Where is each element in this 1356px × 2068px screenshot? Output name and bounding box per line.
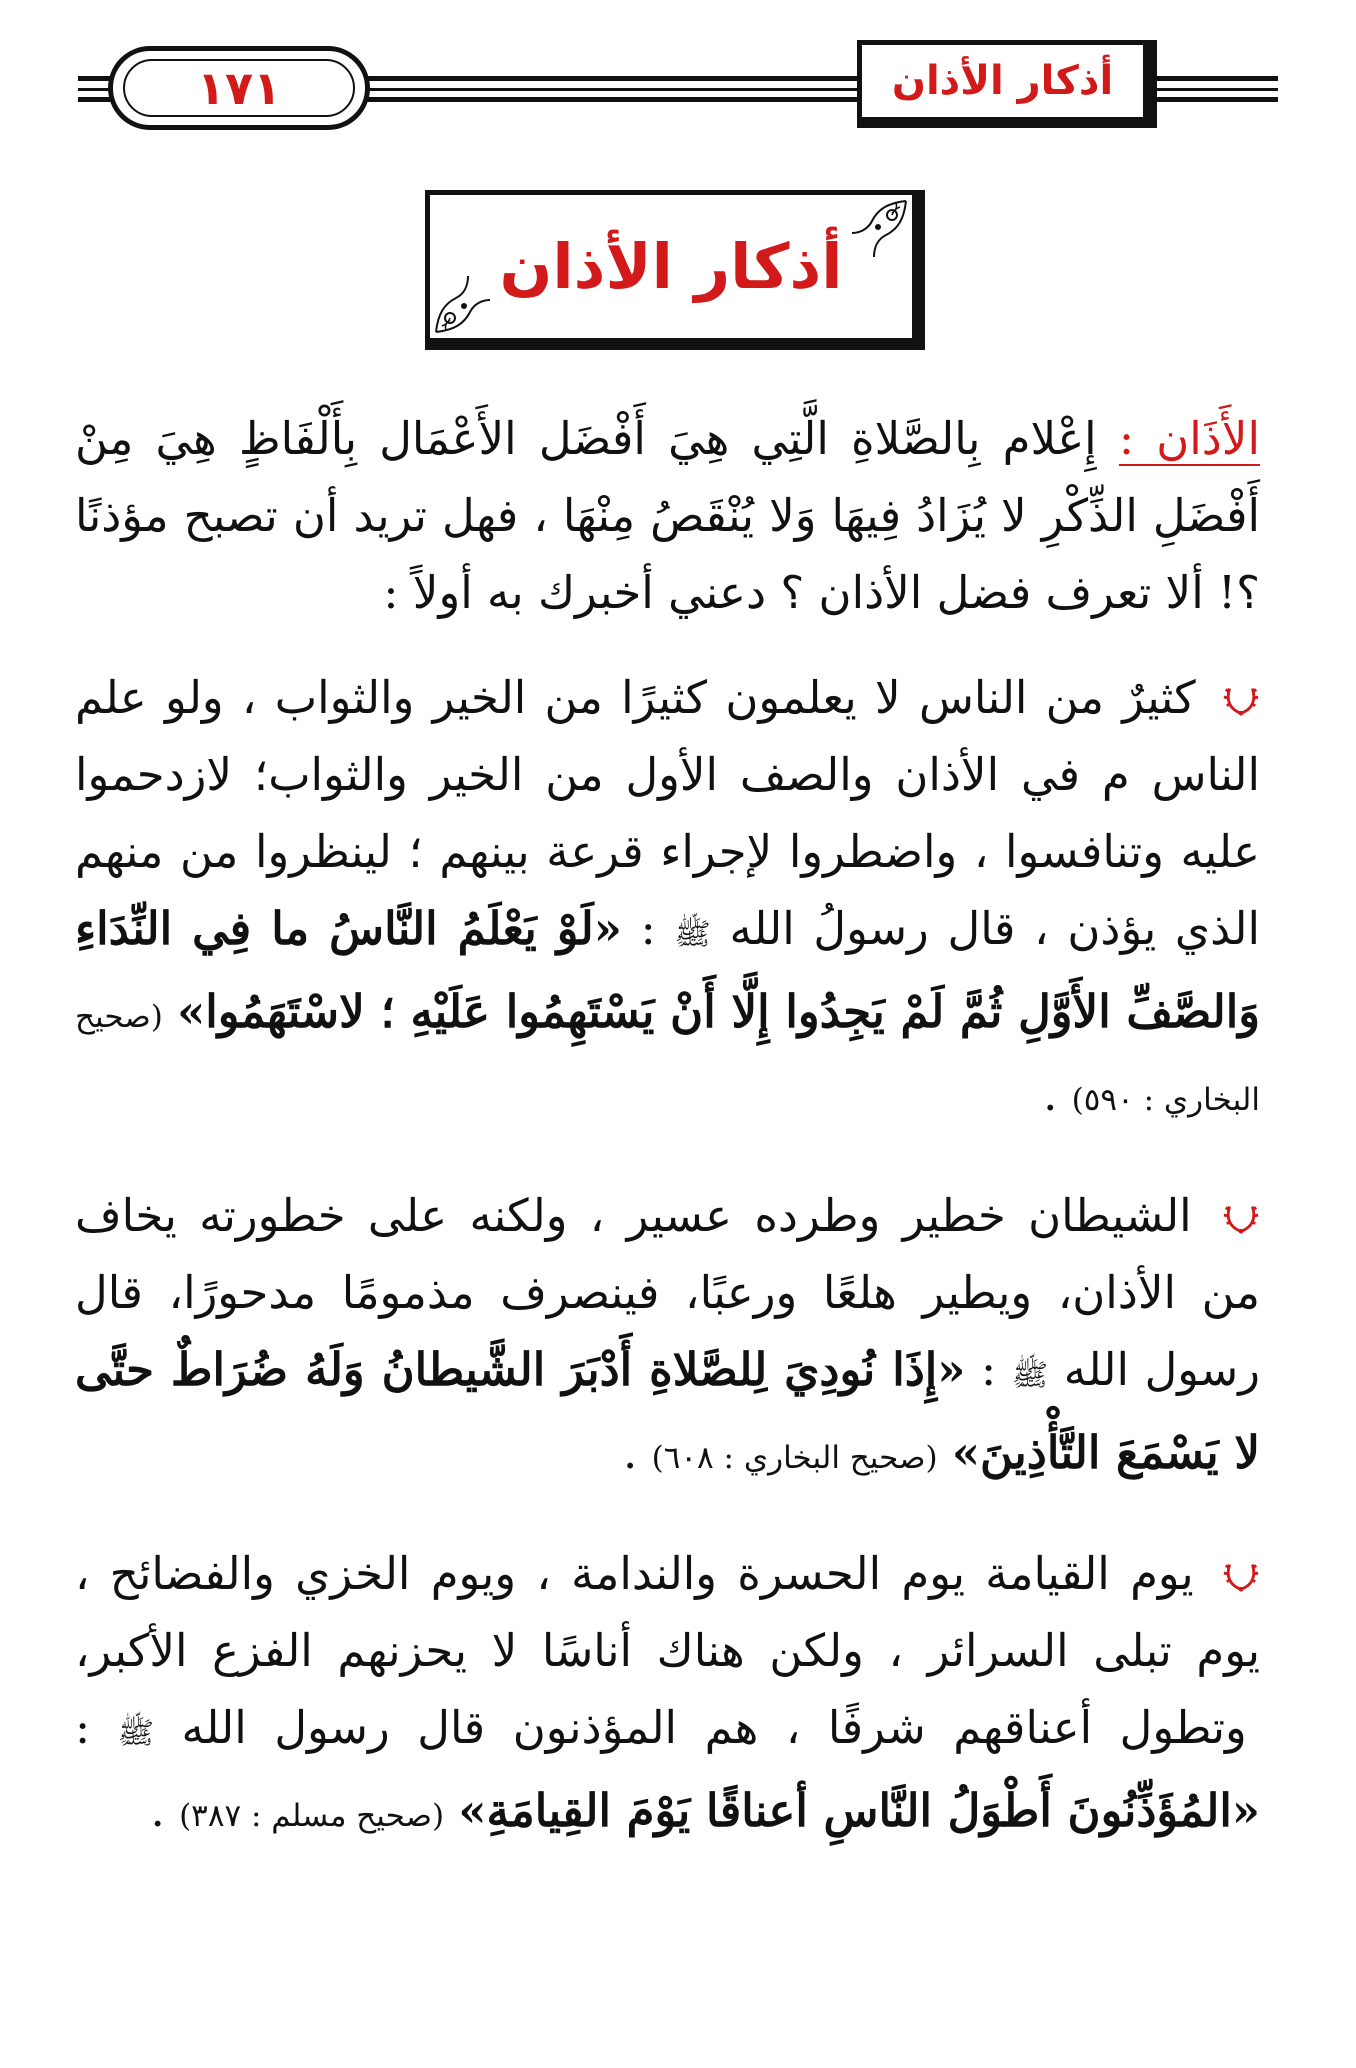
paragraph-2: الشيطان خطير وطرده عسير ، ولكنه على خطورته يخاف من الأذان، ويطير هلعًا ورعبًا، فينصرف مذمومًا مدحورًا، قال رسول الله ﷺ : «إِذَا نُودِيَ لِلصَّلاةِ أَدْبَرَ الشَّيطانُ وَلَهُ ضُرَاطٌ حتَّى لا يَسْمَعَ التَّأْذِينَ» (صحيح البخاري : ٦٠٨) . bbox=[75, 1189, 1260, 1479]
paragraph-1: كثيرٌ من الناس لا يعلمون كثيرًا من الخير والثواب ، ولو علم الناس م في الأذان والصف الأول من الخير والثواب؛ لازدحموا عليه وتنافسوا ، واضطروا لإجراء قرعة بينهم ؛ لينظروا من منهم الذي يؤذن ، قال رسولُ الله ﷺ : «لَوْ يَعْلَمُ النَّاسُ ما فِي النِّدَاءِ وَالصَّفِّ الأَوَّلِ ثُمَّ لَمْ يَجِدُوا إِلَّا أَنْ يَسْتَهِمُوا عَلَيْهِ ؛ لاسْتَهَمُوا» (صحيح البخاري : ٥٩٠) . bbox=[75, 671, 1260, 1121]
salutation-glyph: ﷺ bbox=[1011, 1358, 1049, 1393]
page-number: ١٧١ bbox=[196, 61, 282, 115]
hadith-reference: (صحيح مسلم : ٣٨٧) bbox=[179, 1798, 445, 1834]
hadith-quote: «إِذَا نُودِيَ لِلصَّلاةِ أَدْبَرَ الشَّيطانُ وَلَهُ ضُرَاطٌ حتَّى لا يَسْمَعَ التَّأْذِينَ» bbox=[75, 1343, 1260, 1479]
section-title: أذكار الأذان bbox=[499, 230, 843, 303]
hadith-reference: (صحيح البخاري : ٥٩٠) bbox=[75, 999, 1260, 1118]
paragraph-text: كثيرٌ من الناس لا يعلمون كثيرًا من الخير والثواب ، ولو علم الناس م في الأذان والصف الأول من الخير والثواب؛ لازدحموا عليه وتنافسوا ، واضطروا لإجراء قرعة بينهم ؛ لينظروا من منهم الذي يؤذن ، قال رسولُ الله bbox=[75, 671, 1260, 955]
chapter-title-box bbox=[857, 40, 1157, 128]
paragraph-3: يوم القيامة يوم الحسرة والندامة ، ويوم الخزي والفضائح ، يوم تبلى السرائر ، ولكن هناك أناسًا لا يحزنهم الفزع الأكبر، وتطول أعناقهم شرفًا ، هم المؤذنون قال رسول الله ﷺ : «المُؤَذِّنُونَ أَطْوَلُ النَّاسِ أعناقًا يَوْمَ القِيامَةِ» (صحيح مسلم : ٣٨٧) . bbox=[75, 1547, 1260, 1837]
page-body bbox=[75, 400, 1260, 1855]
hadith-reference: (صحيح البخاري : ٦٠٨) bbox=[651, 1440, 938, 1476]
salutation-glyph: ﷺ bbox=[674, 917, 711, 952]
corner-ornament-icon bbox=[434, 274, 494, 334]
wreath-bullet-icon bbox=[1222, 1197, 1260, 1235]
corner-ornament-icon bbox=[848, 199, 908, 259]
intro-label: الأَذَان : bbox=[1118, 412, 1260, 465]
section-title-box bbox=[425, 190, 925, 350]
hadith-quote: «المُؤَذِّنُونَ أَطْوَلُ النَّاسِ أعناقًا يَوْمَ القِيامَةِ» bbox=[458, 1784, 1260, 1837]
page-header bbox=[78, 40, 1278, 132]
salutation-glyph: ﷺ bbox=[117, 1716, 154, 1751]
page-number-badge bbox=[108, 46, 370, 130]
wreath-bullet-icon bbox=[1222, 1555, 1260, 1593]
intro-text: إِعْلام بِالصَّلاةِ الَّتِي هِيَ أَفْضَل الأَعْمَال بِأَلْفَاظٍ هِيَ مِنْ أَفْضَلِ الذِّكْرِ لا يُزَادُ فِيهَا وَلا يُنْقَصُ مِنْهَا ، فهل تريد أن تصبح مؤذنًا ؟! ألا تعرف فضل الأذان ؟ دعني أخبرك به أولاً : bbox=[75, 412, 1260, 619]
intro-paragraph bbox=[75, 400, 1260, 631]
paragraph-text: الشيطان خطير وطرده عسير ، ولكنه على خطورته يخاف من الأذان، ويطير هلعًا ورعبًا، فينصرف مذمومًا مدحورًا، قال رسول الله bbox=[75, 1189, 1260, 1396]
paragraph-text: يوم القيامة يوم الحسرة والندامة ، ويوم الخزي والفضائح ، يوم تبلى السرائر ، ولكن هناك أناسًا لا يحزنهم الفزع الأكبر، وتطول أعناقهم شرفًا ، هم المؤذنون قال رسول الله bbox=[75, 1547, 1260, 1754]
chapter-title: أذكار الأذان bbox=[891, 58, 1114, 104]
hadith-quote: «لَوْ يَعْلَمُ النَّاسُ ما فِي النِّدَاءِ وَالصَّفِّ الأَوَّلِ ثُمَّ لَمْ يَجِدُوا إِلَّا أَنْ يَسْتَهِمُوا عَلَيْهِ ؛ لاسْتَهَمُوا» bbox=[75, 902, 1260, 1038]
wreath-bullet-icon bbox=[1222, 679, 1260, 717]
